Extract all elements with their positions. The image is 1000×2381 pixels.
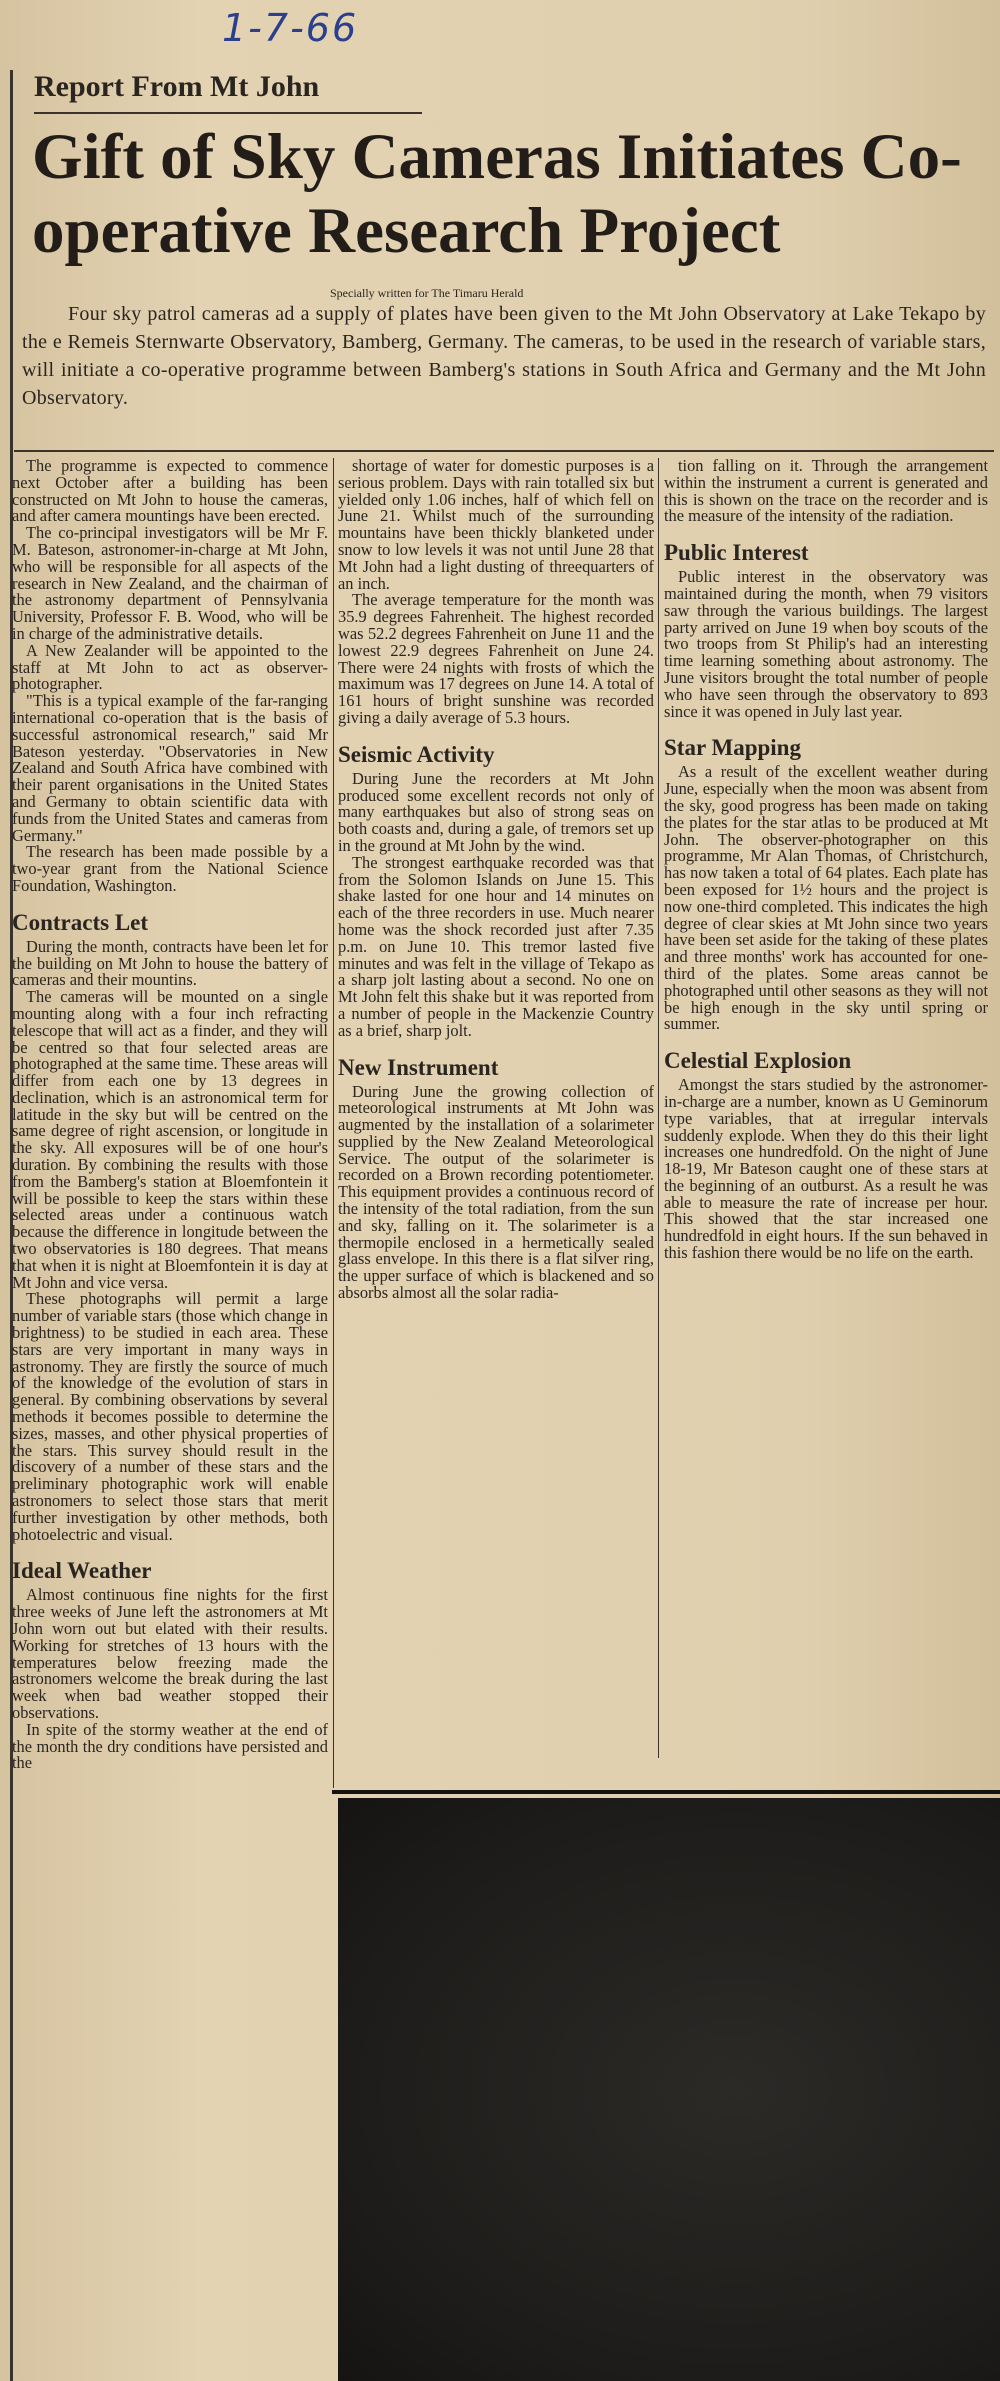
paragraph: The research has been made possible by a two-year grant from the National Science Foundation, Washington. [12,842,328,895]
subheading-ideal-weather: Ideal Weather [12,1558,152,1584]
paragraph: In spite of the stormy weather at the end of the month the dry conditions have persisted and the [12,1719,328,1773]
paragraph: During June the growing collection of meteorological instruments at Mt John was augmented by the installation of a solarimeter supplied by the New Zealand Meteorological Service. The output of the solarimeter is recorded on a Brown recording potentiometer. This equipment provides a continuous record of the intensity of the total radiation, from the sun and sky, falling on it. The solarimeter is a thermopile enclosed in a hermetically sealed glass envelope. In this there is a flat silver ring, the upper surface of which is blackened and so absorbs almost all the solar radia- [338,1081,654,1303]
column-2 [338,458,654,1302]
paragraph: The co-principal investigators will be Mr F. M. Bateson, astronomer-in-charge at Mt John, who will be responsible for all aspects of the research in New Zealand, and the chairman of the astronomy department of Pennsylvania University, Professor F. B. Wood, who will be in charge of the administrative details. [12,523,328,643]
dark-background-area [338,1798,1000,2381]
paragraph: Public interest in the observatory was maintained during the month, when 79 visitors saw through the various buildings. The largest party arrived on June 19 when boy scouts of the two troops from St Philip's had an interesting time learning something about astronomy. The June visitors brought the total number of people who have seen through the observatory to 893 since it was opened in July last year. [664,567,988,721]
paragraph: The programme is expected to commence next October after a building has been constructed on Mt John to house the cameras, and after camera mountings have been erected. [12,456,328,526]
paragraph: A New Zealander will be appointed to the staff at Mt John to act as observer-photographer. [12,640,328,694]
paragraph: Amongst the stars studied by the astronomer-in-charge are a number, known as U Geminorum type variables, that at irregular intervals suddenly explode. When they do this their light increases one hundredfold. On the night of June 18-19, Mr Bateson caught one of these stars at the beginning of an outburst. As a result he was able to measure the rate of increase per hour. This showed that the star increased one hundredfold in eight hours. If the sun behaved in this fashion there would be no life on the earth. [664,1075,988,1263]
paragraph: During the month, contracts have been let for the building on Mt John to house the battery of cameras and their mountins. [12,936,328,990]
paragraph: "This is a typical example of the far-ranging international co-operation that is the basis of successful astronomical research," said Mr Bateson yesterday. "Observatories in New Zealand and South Africa have combined with their parent organisations in the United States and Germany to obtain scientific data with funds from the United States and cameras from Germany." [12,691,328,845]
paragraph: The average temperature for the month was 35.9 degrees Fahrenheit. The highest recorded was 52.2 degrees Fahrenheit on June 11 and the lowest 22.9 degrees Fahrenheit on June 24. There were 24 nights with frosts of which the maximum was 17 degrees on June 14. A total of 161 hours of bright sunshine was recorded giving a daily average of 5.3 hours. [338,590,654,727]
column-1 [12,458,328,1772]
subheading-public-interest: Public Interest [664,540,809,566]
lead-paragraph: Four sky patrol cameras ad a supply of plates have been given to the Mt John Observatory at Lake Tekapo by the e Remeis Sternwarte Observatory, Bamberg, Germany. The cameras, to be used in the research of variable stars, will initiate a co-operative programme between Bamberg's stations in South Africa and Germany and the Mt John Observatory. [22,303,986,409]
handwritten-date: 1-7-66 [222,6,359,50]
subheading-seismic-activity: Seismic Activity [338,741,495,767]
column-3 [664,458,988,1262]
paragraph: The cameras will be mounted on a single mounting along with a four inch refracting telescope that will act as a finder, and they will be centred so that four selected areas are photographed at the same time. These areas will differ from each one by 13 degrees in declination, which is an astronomical term for latitude in the sky but will be centred on the same degree of right ascension, or longitude in the sky. All exposures will be of one hour's duration. By combining the results with those from the Bamberg's station at Bloemfontein it will be possible to keep the stars within these selected areas under a continuous watch because the difference in longitude between the two observatories is 180 degrees. That means that when it is night at Bloemfontein it is day at Mt John and vice versa. [12,987,328,1292]
subheading-new-instrument: New Instrument [338,1054,499,1080]
column-divider [658,458,659,1758]
column-divider [333,458,334,1788]
paragraph: The strongest earthquake recorded was that from the Solomon Islands on June 15. This shake lasted for one hour and 14 minutes on each of the three recorders in use. Much nearer home was the shock recorded just after 7.35 p.m. on June 10. This tremor lasted five minutes and was felt in the village of Tekapo as a sharp jolt lasting about a second. No one on Mt John felt this shake but it was reported from a number of people in the Mackenzie Country as a brief, sharp jolt. [338,852,654,1040]
background-rule [332,1790,1000,1794]
paragraph: Almost continuous fine nights for the first three weeks of June left the astronomers at Mt John worn out but elated with their results. Working for stretches of 13 hours with the temperatures below freezing made the astronomers welcome the break during the last week when bad weather stopped their observations. [12,1585,328,1722]
subheading-star-mapping: Star Mapping [664,735,801,761]
paragraph: tion falling on it. Through the arrangement within the instrument a current is generated and this is shown on the trace on the recorder and is the measure of the intensity of the radiation. [664,456,988,526]
byline: Specially written for The Timaru Herald [330,286,524,300]
subheading-celestial-explosion: Celestial Explosion [664,1048,852,1074]
subheading-contracts-let: Contracts Let [12,909,149,935]
paragraph: As a result of the excellent weather during June, especially when the moon was absent from the sky, good progress has been made on taking the plates for the star atlas to be produced at Mt John. The observer-photographer on this programme, Mr Alan Thomas, of Christchurch, has now taken a total of 64 plates. Each plate has been exposed for 1½ hours and the project is now one-third completed. This indicates the high degree of clear skies at Mt John since two years have been set aside for the taking of these plates and three months' work has accounted for one-third of the plates. Some areas cannot be photographed until other seasons as they will not be high enough in the sky until spring or summer. [664,762,988,1034]
headline: Gift of Sky Cameras Initiates Co-operative Research Project [32,121,962,267]
kicker-underline [34,112,422,114]
paragraph: During June the recorders at Mt John produced some excellent records not only of many earthquakes but also of strong seas on both coasts and, during a gale, of tremors set up in the ground at Mt John by the wind. [338,768,654,855]
paragraph: shortage of water for domestic purposes is a serious problem. Days with rain totalled six but yielded only 1.06 inches, half of which fell on June 21. Whilst much of the surrounding mountains have been thickly blanketed under snow to low levels it was not until June 28 that Mt John had a light dusting of threequarters of an inch. [338,456,654,593]
section-kicker: Report From Mt John [34,70,320,103]
paragraph: These photographs will permit a large number of variable stars (those which change in brightness) to be studied in each area. These stars are very important in many ways in astronomy. They are firstly the source of much of the knowledge of the evolution of stars in general. By combining observations by several methods it becomes possible to determine the sizes, masses, and other physical properties of the stars. This survey should result in the discovery of a number of these stars and the preliminary photographic work will enable astronomers to select those stars that merit further investigation by other methods, both photoelectric and visual. [12,1289,328,1544]
lead-divider [14,450,994,452]
